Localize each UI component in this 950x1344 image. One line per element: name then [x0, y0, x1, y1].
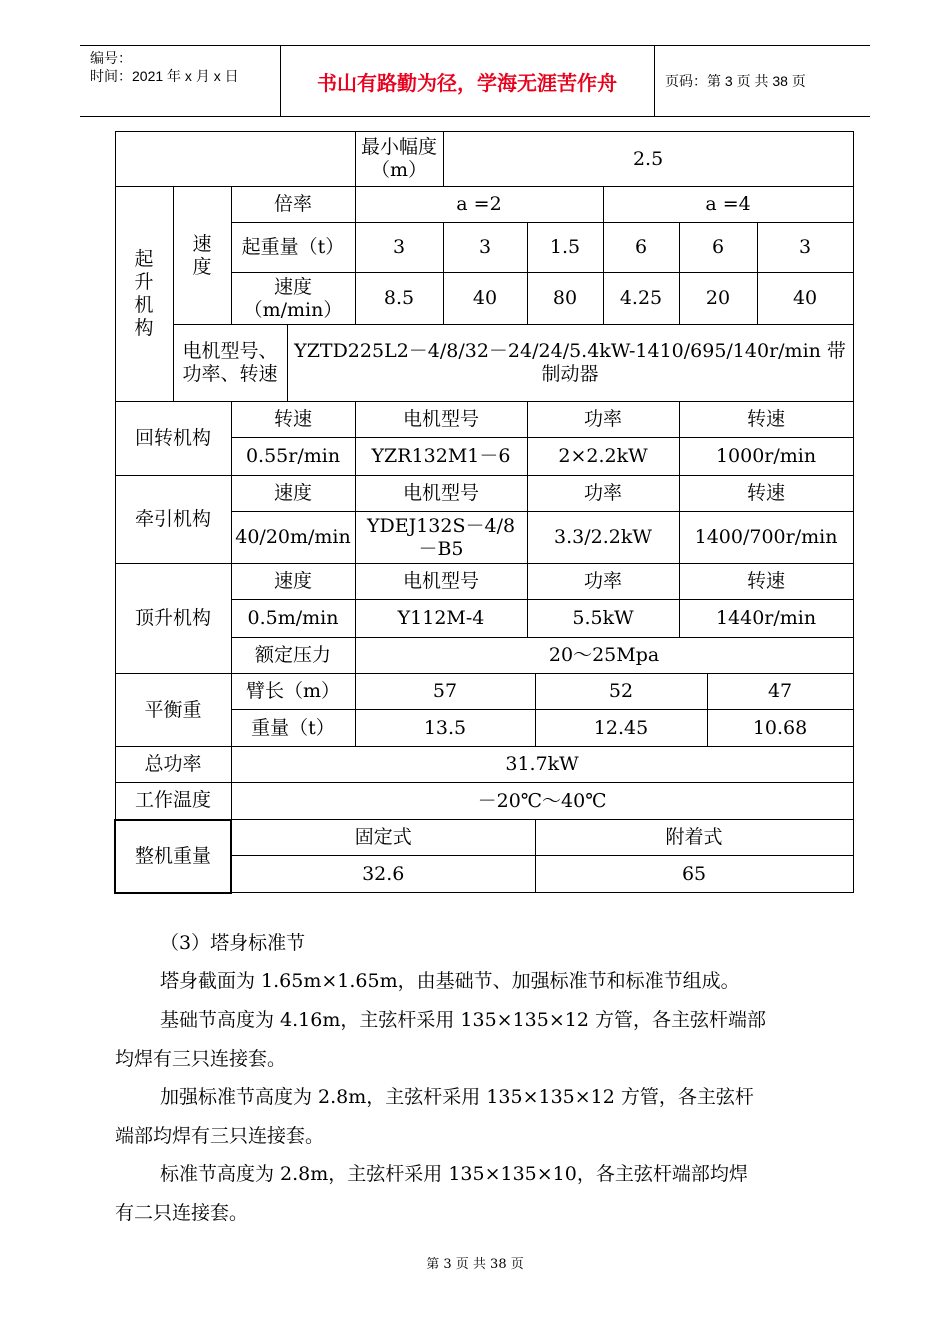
- weight-value: 10.68: [707, 710, 853, 747]
- jacking-value: 5.5kW: [527, 600, 679, 638]
- min-amplitude-value: 2.5: [443, 132, 853, 187]
- hoist-speed-group-label: 速度: [173, 187, 231, 325]
- trolley-header: 转速: [679, 476, 853, 512]
- load-value: 1.5: [527, 223, 603, 273]
- trolley-value: 40/20m/min: [231, 512, 355, 564]
- paragraph-3-line-2: 端部均焊有三只连接套。: [115, 1125, 325, 1147]
- ratio-a2: a =2: [355, 187, 603, 223]
- slewing-header: 转速: [679, 402, 853, 438]
- min-amplitude-label: 最小幅度（m）: [355, 132, 443, 187]
- slewing-header: 功率: [527, 402, 679, 438]
- paragraph-2-line-1: 基础节高度为 4.16m，主弦杆采用 135×135×12 方管，各主弦杆端部: [160, 1009, 766, 1031]
- load-value: 3: [355, 223, 443, 273]
- slewing-label: 回转机构: [115, 402, 231, 476]
- slewing-value: YZR132M1－6: [355, 438, 527, 476]
- arm-label: 臂长（m）: [231, 674, 355, 710]
- speed-value: 40: [443, 273, 527, 325]
- speed-value: 80: [527, 273, 603, 325]
- jacking-header: 电机型号: [355, 564, 527, 600]
- speed-value: 20: [679, 273, 757, 325]
- motor-label: 电机型号、功率、转速: [173, 325, 287, 402]
- trolley-label: 牵引机构: [115, 476, 231, 564]
- page-footer: 第 3 页 共 38 页: [426, 1257, 524, 1272]
- fixed-type-value: 32.6: [231, 856, 535, 893]
- slewing-value: 1000r/min: [679, 438, 853, 476]
- paragraph-2-line-2: 均焊有三只连接套。: [115, 1048, 287, 1070]
- pressure-label: 额定压力: [231, 638, 355, 674]
- section-title: （3）塔身标准节: [160, 932, 306, 954]
- total-power-label: 总功率: [115, 747, 231, 783]
- attached-type-value: 65: [535, 856, 853, 893]
- jacking-header: 转速: [679, 564, 853, 600]
- speed-label: 速度（m/min）: [231, 273, 355, 325]
- jacking-value: 1440r/min: [679, 600, 853, 638]
- hoist-mechanism-label: 起升机构: [115, 187, 173, 402]
- counterweight-label: 平衡重: [115, 674, 231, 747]
- fixed-type-label: 固定式: [231, 820, 535, 856]
- load-value: 6: [603, 223, 679, 273]
- trolley-value: YDEJ132S－4/8－B5: [355, 512, 527, 564]
- load-value: 3: [757, 223, 853, 273]
- arm-value: 52: [535, 674, 707, 710]
- temperature-value: －20℃～40℃: [231, 783, 853, 820]
- jacking-value: 0.5m/min: [231, 600, 355, 638]
- temperature-label: 工作温度: [115, 783, 231, 820]
- jacking-header: 速度: [231, 564, 355, 600]
- load-value: 6: [679, 223, 757, 273]
- slewing-header: 转速: [231, 402, 355, 438]
- paragraph-4-line-2: 有二只连接套。: [115, 1202, 249, 1224]
- header-page-info: 页码：第 3 页 共 38 页: [665, 73, 806, 89]
- ratio-label: 倍率: [231, 187, 355, 223]
- weight-label: 重量（t）: [231, 710, 355, 747]
- load-value: 3: [443, 223, 527, 273]
- paragraph-4-line-1: 标准节高度为 2.8m，主弦杆采用 135×135×10，各主弦杆端部均焊: [160, 1163, 748, 1185]
- slewing-value: 2×2.2kW: [527, 438, 679, 476]
- paragraph-3-line-1: 加强标准节高度为 2.8m，主弦杆采用 135×135×12 方管，各主弦杆: [160, 1086, 754, 1108]
- trolley-value: 1400/700r/min: [679, 512, 853, 564]
- motor-value: YZTD225L2－4/8/32－24/24/5.4kW-1410/695/140r/min 带制动器: [287, 325, 853, 402]
- trolley-value: 3.3/2.2kW: [527, 512, 679, 564]
- total-power-value: 31.7kW: [231, 747, 853, 783]
- pressure-value: 20～25Mpa: [355, 638, 853, 674]
- weight-value: 13.5: [355, 710, 535, 747]
- slewing-value: 0.55r/min: [231, 438, 355, 476]
- header-motto: 书山有路勤为径，学海无涯苦作舟: [280, 46, 655, 116]
- page-header: [80, 45, 870, 117]
- trolley-header: 功率: [527, 476, 679, 512]
- attached-type-label: 附着式: [535, 820, 853, 856]
- speed-value: 8.5: [355, 273, 443, 325]
- load-label: 起重量（t）: [231, 223, 355, 273]
- header-number: 编号：: [90, 50, 132, 66]
- trolley-header: 速度: [231, 476, 355, 512]
- arm-value: 57: [355, 674, 535, 710]
- header-time: 时间：2021 年 x 月 x 日: [90, 68, 239, 84]
- paragraph-1: 塔身截面为 1.65m×1.65m，由基础节、加强标准节和标准节组成。: [160, 970, 740, 992]
- speed-value: 4.25: [603, 273, 679, 325]
- machine-weight-label: 整机重量: [115, 820, 231, 893]
- jacking-label: 顶升机构: [115, 564, 231, 674]
- weight-value: 12.45: [535, 710, 707, 747]
- jacking-value: Y112M-4: [355, 600, 527, 638]
- slewing-header: 电机型号: [355, 402, 527, 438]
- arm-value: 47: [707, 674, 853, 710]
- jacking-header: 功率: [527, 564, 679, 600]
- header-meta: [80, 46, 281, 116]
- blank-cell: [115, 132, 355, 187]
- speed-value: 40: [757, 273, 853, 325]
- spec-table: [114, 131, 854, 894]
- ratio-a4: a =4: [603, 187, 853, 223]
- trolley-header: 电机型号: [355, 476, 527, 512]
